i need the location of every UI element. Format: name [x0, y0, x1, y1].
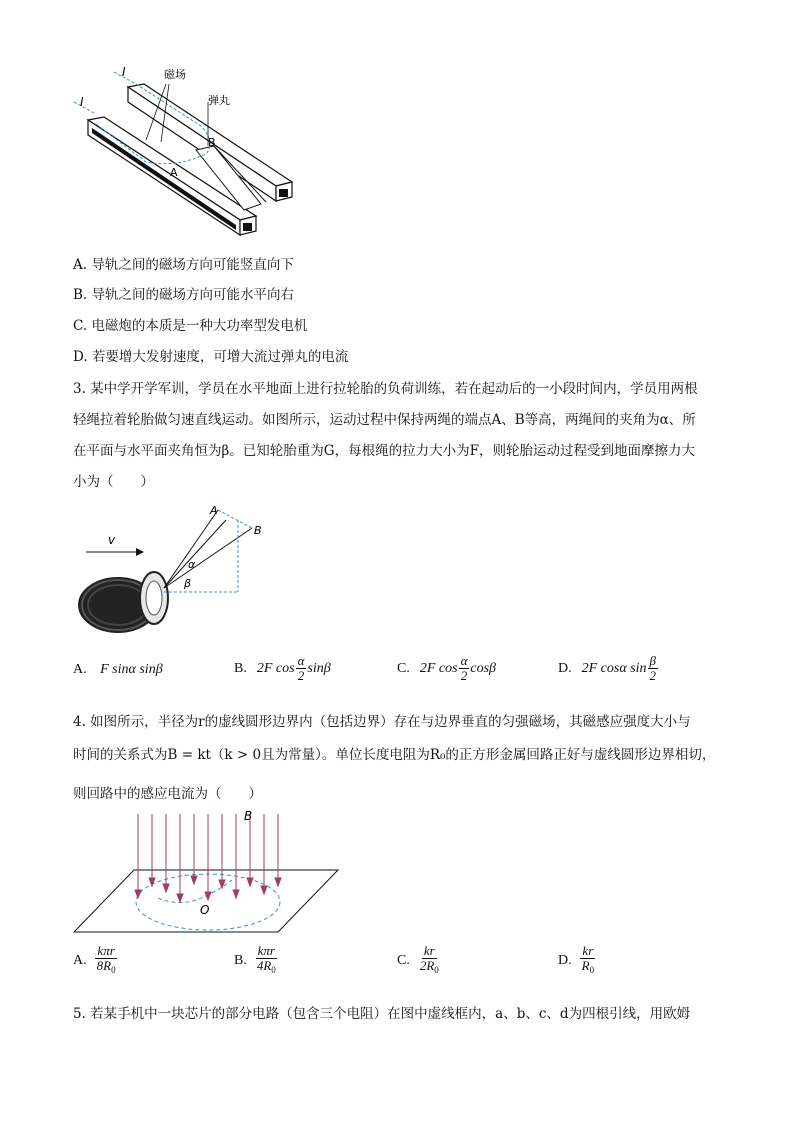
option-letter: C. [73, 318, 88, 334]
option-letter: A. [73, 952, 87, 968]
option-formula-post: sinβ [307, 660, 331, 676]
q3-option-d [558, 654, 659, 683]
q2-option-a [73, 256, 294, 274]
option-letter: C. [397, 952, 410, 968]
q3-line-3: 在平面与水平面夹角恒为β。已知轮胎重为G，每根绳的拉力大小为F，则轮胎运动过程受到地面摩擦力大 [73, 443, 695, 459]
option-text: 导轨之间的磁场方向可能水平向右 [91, 287, 295, 303]
q3-line-4: 小为（ ） [73, 474, 154, 490]
q5-line-1: 5. 若某手机中一块芯片的部分电路（包含三个电阻）在图中虚线框内，a、b、c、d为四根引线，用欧姆 [73, 1006, 691, 1022]
q2-option-b [73, 286, 294, 304]
tire-label-alpha: α [188, 558, 196, 571]
q4-line-2: 时间的关系式为B = kt（k > 0且为常量）。单位长度电阻为R₀的正方形金属回路正好与虚线圆形边界相切， [73, 747, 716, 763]
tire-label-v: v [108, 533, 116, 547]
tire-label-beta: β [184, 577, 192, 590]
figure1-label-b: B [208, 136, 216, 149]
option-fraction: $\frac{\text{kπr}}{4R_0}$ [256, 943, 276, 975]
field-label-b: B [244, 809, 253, 823]
option-fraction: $\frac{\alpha}{2}$ [297, 653, 305, 683]
q3-line-1: 3. 某中学开学军训，学员在水平地面上进行拉轮胎的负荷训练，若在起动后的一小段时间内，学员用两根 [73, 381, 698, 397]
q4-option-c [397, 944, 442, 977]
q3-line-2: 轻绳拉着轮胎做匀速直线运动。如图所示，运动过程中保持两绳的端点A、B等高，两绳间的夹角为α、所 [73, 412, 696, 428]
option-text: 电磁炮的本质是一种大功率型发电机 [91, 318, 308, 334]
option-letter: A. [73, 662, 87, 677]
q4-option-a [73, 944, 119, 977]
tire-label-a: A [210, 504, 218, 517]
q4-option-d [558, 944, 597, 977]
option-fraction: $\frac{kr}{2R_0}$ [419, 943, 439, 975]
figure1-label-a: A [170, 166, 178, 179]
q2-option-d [73, 348, 348, 366]
railgun-figure [66, 62, 306, 247]
figure1-label-i-top: I [122, 65, 126, 79]
option-letter: A. [73, 257, 88, 273]
q2-option-c [73, 317, 307, 335]
option-formula-pre: 2F cosα sin [581, 660, 647, 676]
option-letter: B. [234, 952, 247, 968]
option-letter: D. [558, 952, 572, 968]
option-formula: F sinα sinβ [100, 662, 163, 677]
option-formula-post: cosβ [470, 660, 497, 676]
q3-option-c [397, 654, 496, 683]
option-letter: B. [234, 660, 247, 676]
tire-figure [70, 500, 270, 640]
q3-option-b [234, 654, 331, 683]
magnetic-field-figure [72, 808, 344, 936]
q4-line-1: 4. 如图所示，半径为r的虚线圆形边界内（包括边界）存在与边界垂直的匀强磁场，其磁感应强度大小与 [73, 714, 691, 730]
option-fraction: $\frac{kr}{R_0}$ [581, 943, 595, 975]
option-letter: B. [73, 287, 88, 303]
option-fraction: $\frac{\text{kπr}}{8R_0}$ [96, 943, 116, 975]
option-fraction: $\frac{\beta}{2}$ [649, 653, 657, 683]
tire-label-b: B [254, 524, 262, 537]
center-label-o: O [200, 903, 210, 917]
option-formula-pre: 2F cos [419, 660, 458, 676]
figure1-label-field: 磁场 [164, 68, 186, 81]
option-fraction: $\frac{\alpha}{2}$ [460, 653, 468, 683]
q3-option-a [73, 662, 163, 678]
figure1-label-i-left: I [80, 95, 84, 109]
option-letter: C. [397, 660, 410, 676]
q4-line-3: 则回路中的感应电流为（ ） [73, 786, 262, 802]
figure1-label-projectile: 弹丸 [208, 94, 230, 107]
option-formula-pre: 2F cos [256, 660, 295, 676]
option-letter: D. [558, 660, 572, 676]
option-letter: D. [73, 349, 88, 365]
option-text: 导轨之间的磁场方向可能竖直向下 [91, 257, 294, 273]
option-text: 若要增大发射速度，可增大流过弹丸的电流 [91, 349, 349, 365]
q4-option-b [234, 944, 279, 977]
